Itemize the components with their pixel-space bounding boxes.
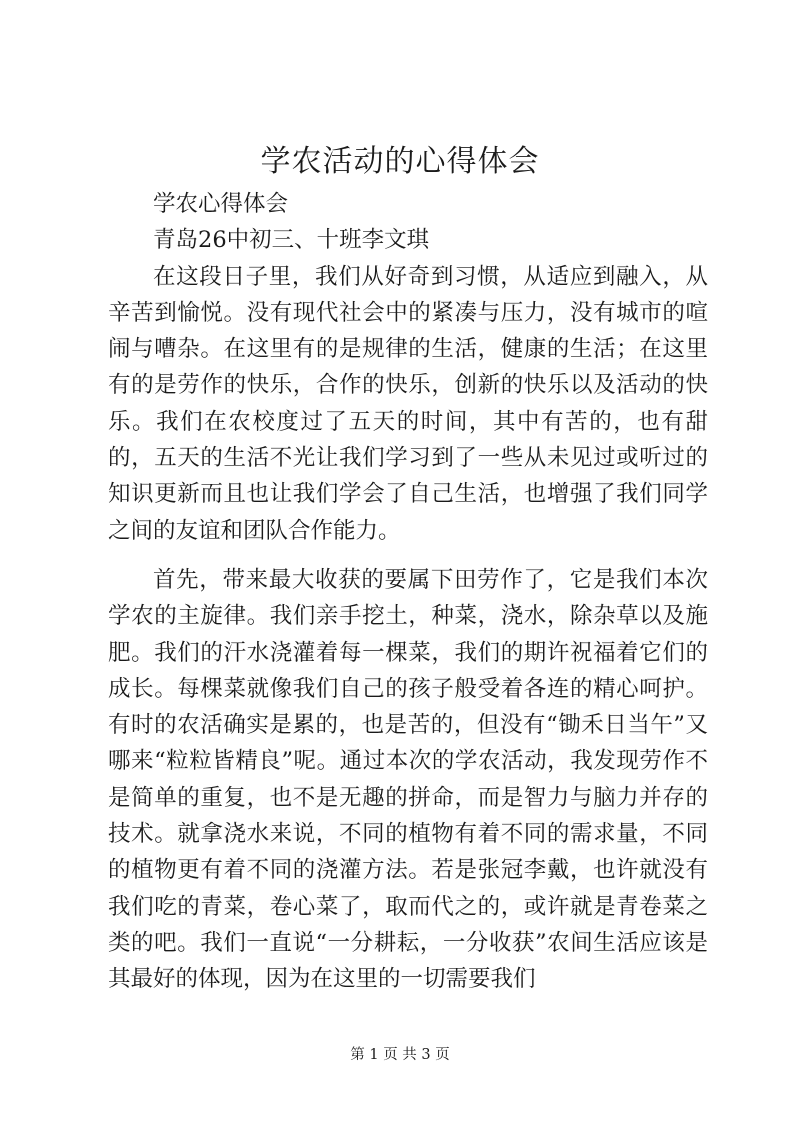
section-heading: 学农心得体会 [153,191,289,217]
paragraph: 首先，带来最大收获的要属下田劳作了，它是我们本次学农的主旋律。我们亲手挖土，种菜，浇水，除杂草以及施肥。我们的汗水浇灌着每一棵菜，我们的期许祝福着它们的成长。每棵菜就像我们自己的孩子般受着各连的精心呵护。有时的农活确实是累的，也是苦的，但没有“锄禾日当午”又哪来“粒粒皆精良”呢。通过本次的学农活动，我发现劳作不是简单的重复，也不是无趣的拼命，而是智力与脑力并存的技术。就拿浇水来说，不同的植物有着不同的需求量，不同的植物更有着不同的浇灌方法。若是张冠李戴，也许就没有我们吃的青菜，卷心菜了，取而代之的，或许就是青卷菜之类的吧。我们一直说“一分耕耘，一分收获”农间生活应该是其最好的体现，因为在这里的一切需要我们 [108,566,708,993]
document-title: 学农活动的心得体会 [260,144,540,179]
author-line: 青岛26中初三、十班李文琪 [153,227,430,254]
paragraph: 在这段日子里，我们从好奇到习惯，从适应到融入，从辛苦到愉悦。没有现代社会中的紧凑与压力，没有城市的喧闹与嘈杂。在这里有的是规律的生活，健康的生活；在这里有的是劳作的快乐，合作的快乐，创新的快乐以及活动的快乐。我们在农校度过了五天的时间，其中有苦的，也有甜的，五天的生活不光让我们学习到了一些从未见过或听过的知识更新而且也让我们学会了自己生活，也增强了我们同学之间的友谊和团队合作能力。 [108,263,708,544]
document-body [108,186,708,998]
page-number-footer: 第 1 页 共 3 页 [350,1047,450,1063]
